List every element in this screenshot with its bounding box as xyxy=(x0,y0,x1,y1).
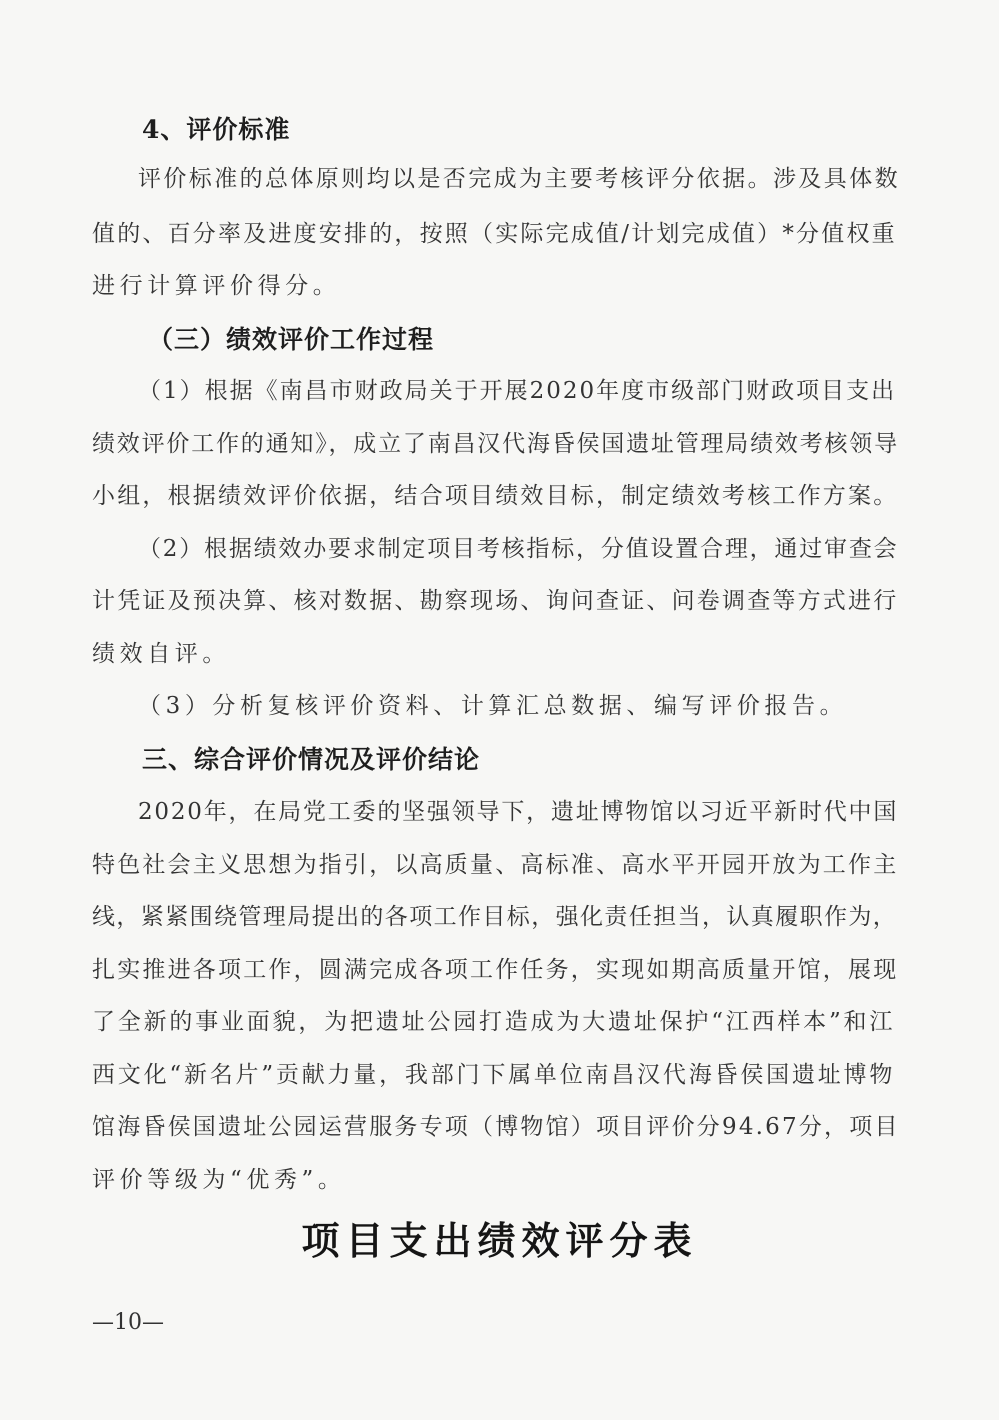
process-line-7: （3）分析复核评价资料、计算汇总数据、编写评价报告。 xyxy=(138,693,848,719)
conclusion-line-7: 馆海昏侯国遗址公园运营服务专项（博物馆）项目评价分94.67分，项目 xyxy=(92,1114,900,1140)
table-title: 项目支出绩效评分表 xyxy=(301,1218,698,1263)
process-line-3: 小组，根据绩效评价依据，结合项目绩效目标，制定绩效考核工作方案。 xyxy=(92,483,899,509)
process-line-5: 计凭证及预决算、核对数据、勘察现场、询问查证、问卷调查等方式进行 xyxy=(92,588,899,614)
process-line-4: （2）根据绩效办要求制定项目考核指标，分值设置合理，通过审查会 xyxy=(138,536,899,562)
process-line-6: 绩效自评。 xyxy=(92,641,230,667)
criteria-heading: 4、评价标准 xyxy=(142,115,291,144)
conclusion-line-3: 线，紧紧围绕管理局提出的各项工作目标，强化责任担当，认真履职作为， xyxy=(92,904,898,930)
conclusion-line-4: 扎实推进各项工作，圆满完成各项工作任务，实现如期高质量开馆，展现 xyxy=(92,957,899,983)
process-line-1: （1）根据《南昌市财政局关于开展2020年度市级部门财政项目支出 xyxy=(138,378,897,404)
process-line-2: 绩效评价工作的通知》，成立了南昌汉代海昏侯国遗址管理局绩效考核领导 xyxy=(92,431,899,457)
conclusion-line-8: 评价等级为“优秀”。 xyxy=(92,1167,346,1193)
process-heading: （三）绩效评价工作过程 xyxy=(148,325,435,354)
conclusion-line-2: 特色社会主义思想为指引，以高质量、高标准、高水平开园开放为工作主 xyxy=(92,852,899,878)
criteria-line-1: 评价标准的总体原则均以是否完成为主要考核评分依据。涉及具体数 xyxy=(138,166,900,192)
conclusion-line-5: 了全新的事业面貌，为把遗址公园打造成为大遗址保护“江西样本”和江 xyxy=(92,1009,896,1035)
conclusion-heading: 三、综合评价情况及评价结论 xyxy=(142,745,481,774)
conclusion-line-1: 2020年，在局党工委的坚强领导下，遗址博物馆以习近平新时代中国 xyxy=(138,799,899,825)
criteria-line-2: 值的、百分率及进度安排的，按照（实际完成值/计划完成值）*分值权重 xyxy=(92,221,897,247)
conclusion-line-6: 西文化“新名片”贡献力量，我部门下属单位南昌汉代海昏侯国遗址博物 xyxy=(92,1062,896,1088)
page-number: —10— xyxy=(92,1310,164,1335)
criteria-line-3: 进行计算评价得分。 xyxy=(92,273,341,299)
